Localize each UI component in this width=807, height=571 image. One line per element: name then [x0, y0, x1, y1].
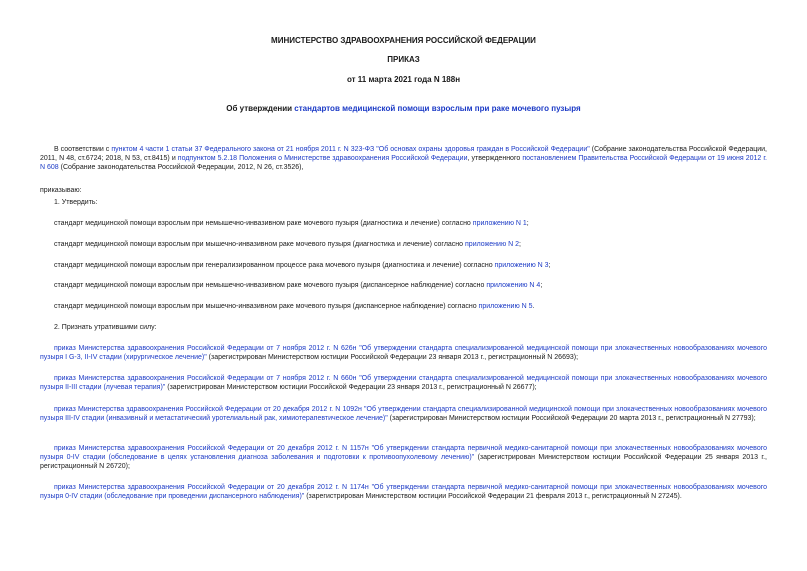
repealed-order-660n-link[interactable]: приказ Министерства здравоохранения Российской Федерации от 7 ноября 2012 г. N 660н "Об утверждении стандарта специализированной медицинской помощи при злокачественных новообразованиях мочевого пузыря II-III стадии (лучевая терапия)" [40, 375, 767, 391]
resolution-link[interactable]: постановлением Правительства Российской Федерации от 19 июня 2012 г. N 608 [40, 155, 767, 171]
repealed-order-626n-link[interactable]: приказ Министерства здравоохранения Российской Федерации от 7 ноября 2012 г. N 626н "Об утверждении стандарта специализированной медицинской помощи при злокачественных новообразованиях мочевого пузыря I G-3, II-IV стадии (хирургическое лечение)" [40, 345, 767, 361]
repeal-item-text: (зарегистрирован Министерством юстиции Российской Федерации 23 января 2013 г., регистрационный N 26677); [165, 384, 537, 391]
approve-item-text: стандарт медицинской помощи взрослым при немышечно-инвазивном раке мочевого пузыря (диагностика и лечение) согласно [54, 220, 473, 227]
repeal-item-text: (зарегистрирован Министерством юстиции Российской Федерации 21 февраля 2013 г., регистрационный N 27245). [304, 493, 682, 500]
point-2-heading: 2. Признать утратившими силу: [54, 324, 157, 331]
document-date: от 11 марта 2021 года N 188н [346, 75, 461, 84]
approve-item-end: ; [519, 241, 521, 248]
approve-item-end: ; [540, 282, 543, 289]
document-type: ПРИКАЗ [387, 55, 420, 64]
repeal-item [40, 344, 767, 362]
appendix-4-link[interactable]: приложению N 4 [486, 282, 541, 289]
preamble-paragraph [40, 145, 767, 172]
approve-item-text: стандарт медицинской помощи взрослым при генерализированном процессе рака мочевого пузыря (диагностика и лечение) согласно [54, 262, 495, 269]
repealed-order-1092n-link[interactable]: приказ Министерства здравоохранения Российской Федерации от 20 декабря 2012 г. N 1092н "Об утверждении стандарта специализированной медицинской помощи при злокачественных новообразованиях мочевого пузыря III-IV стадии (инвазивный и метастатический уротелиальный рак, химиотерапевтическое лечение)" [40, 406, 767, 422]
order-word: приказываю: [40, 187, 82, 194]
appendix-3-link[interactable]: приложению N 3 [494, 262, 549, 269]
repealed-order-1157n-link[interactable]: приказ Министерства здравоохранения Российской Федерации от 20 декабря 2012 г. N 1157н "Об утверждении стандарта первичной медико-санитарной помощи при злокачественных новообразованиях мочевого пузыря 0-IV стадии (обследование в целях установления диагноза заболевания и подготовки к противоопухолевому лечению)" [40, 445, 767, 461]
preamble-text-2: (Собрание законодательства Российской Федерации, 2011, N 48, ст.6724; 2018, N 53, ст.8415) и [40, 146, 768, 162]
repeal-item [40, 444, 767, 471]
law-link[interactable]: пунктом 4 части 1 статьи 37 Федерального закона от 21 ноября 2011 г. N 323-ФЗ "Об основах охраны здоровья граждан в Российской Федерации" [111, 146, 590, 153]
approve-item-end: ; [526, 220, 529, 227]
repeal-item [40, 405, 767, 423]
repeal-item [40, 374, 767, 392]
approve-item [54, 240, 767, 249]
ministry-title: МИНИСТЕРСТВО ЗДРАВООХРАНЕНИЯ РОССИЙСКОЙ ФЕДЕРАЦИИ [271, 36, 536, 45]
appendix-1-link[interactable]: приложению N 1 [472, 220, 527, 227]
approve-item-text: стандарт медицинской помощи взрослым при мышечно-инвазивном раке мочевого пузыря (диспансерное наблюдение) согласно [54, 303, 479, 310]
approve-item [54, 302, 767, 311]
appendix-2-link[interactable]: приложению N 2 [465, 241, 520, 248]
approve-item [54, 219, 767, 228]
repeal-item [40, 483, 767, 501]
appendix-5-link[interactable]: приложению N 5 [478, 303, 533, 310]
approve-item-end: . [532, 303, 535, 310]
approve-item [54, 261, 767, 270]
preamble-text-3: , утвержденного [467, 155, 523, 162]
regulation-link[interactable]: подпунктом 5.2.18 Положения о Министерстве здравоохранения Российской Федерации [177, 155, 468, 162]
preamble-text-1: В соответствии с [54, 146, 112, 153]
approve-item-text: стандарт медицинской помощи взрослым при мышечно-инвазивном раке мочевого пузыря (диагностика и лечение) согласно [54, 241, 466, 248]
repeal-item-text: (зарегистрирован Министерством юстиции Российской Федерации 25 января 2013 г., регистрационный N 26720); [40, 454, 767, 470]
approve-item-text: стандарт медицинской помощи взрослым при немышечно-инвазивном раке мочевого пузыря (диспансерное наблюдение) согласно [54, 282, 487, 289]
approve-item-end: ; [548, 262, 551, 269]
approve-item [54, 281, 767, 290]
subject-prefix: Об утверждении [226, 104, 295, 113]
preamble-text-4: (Собрание законодательства Российской Федерации, 2012, N 26, ст.3526), [58, 164, 304, 171]
repeal-item-text: (зарегистрирован Министерством юстиции Российской Федерации 23 января 2013 г., регистрационный N 26693); [206, 354, 579, 361]
document-subject [0, 104, 807, 114]
repealed-order-1174n-link[interactable]: приказ Министерства здравоохранения Российской Федерации от 20 декабря 2012 г. N 1174н "Об утверждении стандарта первичной медико-санитарной помощи при злокачественных новообразованиях мочевого пузыря 0-IV стадии (обследование при проведении диспансерного наблюдения)" [40, 484, 767, 500]
repeal-item-text: (зарегистрирован Министерством юстиции Российской Федерации 20 марта 2013 г., регистрационный N 27793); [387, 415, 756, 422]
subject-link[interactable]: стандартов медицинской помощи взрослым при раке мочевого пузыря [294, 104, 581, 113]
point-1-heading: 1. Утвердить: [54, 199, 98, 206]
